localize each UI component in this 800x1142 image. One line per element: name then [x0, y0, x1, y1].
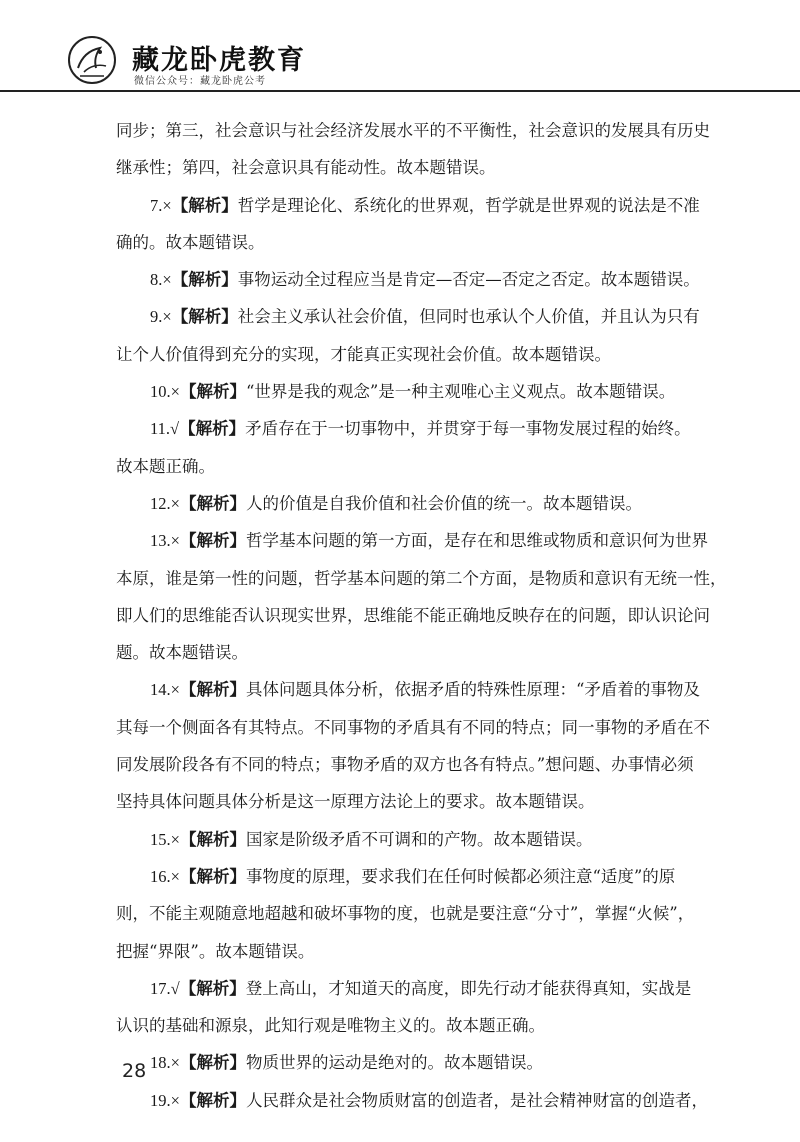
line-text: 把握“界限”。故本题错误。 [116, 941, 315, 961]
header-divider [0, 90, 800, 92]
explanation-paragraph [116, 298, 726, 373]
line-text: 人民群众是社会物质财富的创造者，是社会精神财富的创造者， [245, 1090, 708, 1110]
answer-mark: × [162, 195, 172, 215]
question-number: 13. [150, 531, 171, 551]
question-number: 18. [150, 1053, 171, 1073]
line-text: 故本题正确。 [116, 456, 215, 476]
text-line [116, 112, 726, 149]
text-line [116, 373, 726, 410]
text-line [116, 187, 726, 224]
line-text: 人的价值是自我价值和社会价值的统一。故本题错误。 [245, 493, 642, 513]
line-text: 同发展阶段各有不同的特点；事物矛盾的双方也各有特点。”想问题、办事情必须 [116, 755, 694, 775]
explanation-paragraph [116, 858, 726, 970]
explanation-paragraph [116, 522, 726, 671]
brand-subtitle: 微信公众号：藏龙卧虎公考 [134, 76, 266, 87]
line-text: 事物度的原理，要求我们在任何时候都必须注意“适度”的原 [245, 866, 676, 886]
question-number: 17. [150, 978, 171, 998]
explanation-paragraph [116, 1044, 726, 1081]
text-line [116, 1044, 726, 1081]
line-text: 具体问题具体分析，依据矛盾的特殊性原理：“矛盾着的事物及 [245, 680, 700, 700]
question-number: 10. [150, 382, 171, 402]
question-number: 11. [150, 419, 171, 439]
text-line [116, 149, 726, 186]
answer-mark: × [170, 531, 180, 551]
explanation-paragraph [116, 410, 726, 485]
page-header [0, 0, 800, 92]
answer-mark: × [170, 1090, 180, 1110]
brand-title: 藏龙卧虎教育 [132, 45, 306, 76]
answer-mark: × [170, 866, 180, 886]
explanation-paragraph [116, 821, 726, 858]
text-line [116, 671, 726, 708]
analysis-tag: 【解析】 [179, 978, 246, 998]
analysis-tag: 【解析】 [179, 493, 246, 513]
line-text: 认识的基础和源泉，此知行观是唯物主义的。故本题正确。 [116, 1016, 545, 1036]
question-number: 9. [150, 307, 163, 327]
text-line [116, 634, 726, 671]
text-line [116, 1082, 726, 1119]
text-line [116, 933, 726, 970]
analysis-tag: 【解析】 [179, 531, 246, 551]
analysis-tag: 【解析】 [179, 419, 246, 439]
text-line [116, 970, 726, 1007]
line-text: 题。故本题错误。 [116, 643, 248, 663]
text-line [116, 821, 726, 858]
dragon-tiger-logo-icon [70, 38, 114, 82]
analysis-tag: 【解析】 [179, 829, 246, 849]
line-text: 坚持具体问题具体分析是这一原理方法论上的要求。故本题错误。 [116, 792, 595, 812]
page-number: 28 [122, 1060, 147, 1082]
answer-explanations [116, 112, 726, 1119]
answer-mark: × [170, 680, 180, 700]
analysis-tag: 【解析】 [179, 680, 246, 700]
text-line [116, 709, 726, 746]
answer-mark: × [170, 829, 180, 849]
explanation-paragraph [116, 970, 726, 1045]
analysis-tag: 【解析】 [179, 1090, 246, 1110]
explanation-paragraph [116, 187, 726, 262]
text-line [116, 560, 726, 597]
logo-emblem [68, 36, 116, 84]
question-number: 14. [150, 680, 171, 700]
analysis-tag: 【解析】 [171, 270, 238, 290]
explanation-paragraph [116, 261, 726, 298]
line-text: 即人们的思维能否认识现实世界，思维能不能正确地反映存在的问题，即认识论问 [116, 605, 710, 625]
line-text: 让个人价值得到充分的实现，才能真正实现社会价值。故本题错误。 [116, 344, 611, 364]
line-text: 则，不能主观随意地超越和破坏事物的度，也就是要注意“分寸”，掌握“火候”， [116, 904, 695, 924]
question-number: 12. [150, 493, 171, 513]
text-line [116, 783, 726, 820]
analysis-tag: 【解析】 [171, 307, 238, 327]
question-number: 16. [150, 866, 171, 886]
text-line [116, 597, 726, 634]
analysis-tag: 【解析】 [171, 195, 238, 215]
explanation-paragraph [116, 485, 726, 522]
explanation-paragraph [116, 671, 726, 820]
text-line [116, 336, 726, 373]
explanation-paragraph [116, 373, 726, 410]
text-line [116, 522, 726, 559]
answer-mark: × [162, 270, 172, 290]
question-number: 8. [150, 270, 163, 290]
line-text: 物质世界的运动是绝对的。故本题错误。 [245, 1053, 543, 1073]
text-line [116, 485, 726, 522]
line-text: 确的。故本题错误。 [116, 232, 265, 252]
text-line [116, 448, 726, 485]
line-text: “世界是我的观念”是一种主观唯心主义观点。故本题错误。 [245, 382, 676, 402]
text-line [116, 224, 726, 261]
text-line [116, 858, 726, 895]
answer-mark: × [170, 493, 180, 513]
line-text: 哲学是理论化、系统化的世界观，哲学就是世界观的说法是不准 [237, 195, 700, 215]
line-text: 国家是阶级矛盾不可调和的产物。故本题错误。 [245, 829, 593, 849]
line-text: 其每一个侧面各有其特点。不同事物的矛盾具有不同的特点；同一事物的矛盾在不 [116, 717, 710, 737]
line-text: 登上高山，才知道天的高度，即先行动才能获得真知，实战是 [245, 978, 692, 998]
analysis-tag: 【解析】 [179, 382, 246, 402]
line-text: 社会主义承认社会价值，但同时也承认个人价值，并且认为只有 [237, 307, 700, 327]
text-line [116, 261, 726, 298]
question-number: 19. [150, 1090, 171, 1110]
line-text: 哲学基本问题的第一方面，是存在和思维或物质和意识何为世界 [245, 531, 708, 551]
answer-mark: √ [170, 419, 180, 439]
line-text: 矛盾存在于一切事物中，并贯穿于每一事物发展过程的始终。 [245, 419, 691, 439]
answer-mark: × [162, 307, 172, 327]
answer-mark: × [170, 1053, 180, 1073]
explanation-paragraph [116, 1082, 726, 1119]
line-text: 同步；第三，社会意识与社会经济发展水平的不平衡性，社会意识的发展具有历史 [116, 121, 710, 140]
line-text: 本原，谁是第一性的问题，哲学基本问题的第二个方面，是物质和意识有无统一性， [116, 568, 726, 588]
explanation-paragraph [116, 112, 726, 187]
question-number: 15. [150, 829, 171, 849]
line-text: 事物运动全过程应当是肯定—否定—否定之否定。故本题错误。 [237, 270, 700, 290]
text-line [116, 746, 726, 783]
text-line [116, 895, 726, 932]
text-line [116, 1007, 726, 1044]
analysis-tag: 【解析】 [179, 866, 246, 886]
answer-mark: √ [170, 978, 180, 998]
question-number: 7. [150, 195, 163, 215]
analysis-tag: 【解析】 [179, 1053, 246, 1073]
text-line [116, 410, 726, 447]
answer-mark: × [170, 382, 180, 402]
line-text: 继承性；第四，社会意识具有能动性。故本题错误。 [116, 158, 496, 178]
text-line [116, 298, 726, 335]
